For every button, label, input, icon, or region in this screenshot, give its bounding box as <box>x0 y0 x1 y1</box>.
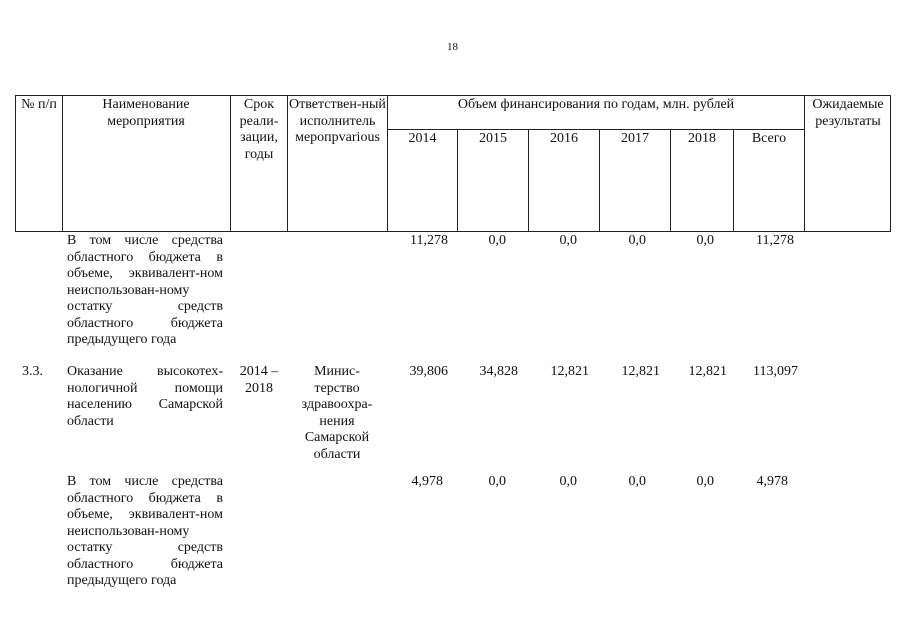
row-value-2015: 0,0 <box>488 233 506 248</box>
row-value-total: 11,278 <box>756 233 794 248</box>
row-value-total: 113,097 <box>753 364 798 379</box>
row-name: Оказание высокотех-нологичной помощи населению Самарской области <box>67 364 223 429</box>
page-number: 18 <box>447 41 458 53</box>
row-term: 2014 – 2018 <box>239 364 279 396</box>
row-value-2016: 0,0 <box>559 233 577 248</box>
header-year-2017: 2017 <box>621 131 649 146</box>
header-num: № п/п <box>21 97 57 112</box>
header-results: Ожидаемые результаты <box>812 97 884 129</box>
header-name: Наименование мероприятия <box>102 97 190 129</box>
header-year-2014: 2014 <box>408 131 437 146</box>
row-value-2018: 12,821 <box>688 364 727 379</box>
header-year-2015: 2015 <box>479 131 507 146</box>
header-term: Срок реали-зации, годы <box>239 97 279 162</box>
row-value-2017: 0,0 <box>628 233 646 248</box>
row-num: 3.3. <box>22 364 43 379</box>
row-value-2015: 34,828 <box>479 364 518 379</box>
row-value-2018: 0,0 <box>696 233 714 248</box>
row-value-2016: 0,0 <box>559 474 577 489</box>
header-funding-group: Объем финансирования по годам, млн. рублей <box>457 97 735 112</box>
row-name: В том числе средства областного бюджета в объеме, эквивалент-ном неиспользован-ному остатку средств областного бюджета предыдущего года <box>67 474 223 588</box>
row-name: В том числе средства областного бюджета в объеме, эквивалент-ном неиспользован-ному остатку средств областного бюджета предыдущего года <box>67 233 223 347</box>
header-executor: Ответствен-ный исполнитель меропрvarious <box>289 97 386 145</box>
row-value-2017: 0,0 <box>628 474 646 489</box>
row-executor: Минис-терство здравоохра-нения Самарской области <box>301 364 373 462</box>
header-year-2018: 2018 <box>688 131 716 146</box>
row-value-2014: 4,978 <box>411 474 443 489</box>
row-value-2016: 12,821 <box>550 364 589 379</box>
header-year-2016: 2016 <box>550 131 578 146</box>
header-total: Всего <box>751 131 787 146</box>
row-value-2014: 11,278 <box>410 233 448 248</box>
row-value-2014: 39,806 <box>409 364 448 379</box>
row-value-2017: 12,821 <box>621 364 660 379</box>
row-value-2015: 0,0 <box>488 474 506 489</box>
row-value-2018: 0,0 <box>696 474 714 489</box>
row-value-total: 4,978 <box>756 474 788 489</box>
